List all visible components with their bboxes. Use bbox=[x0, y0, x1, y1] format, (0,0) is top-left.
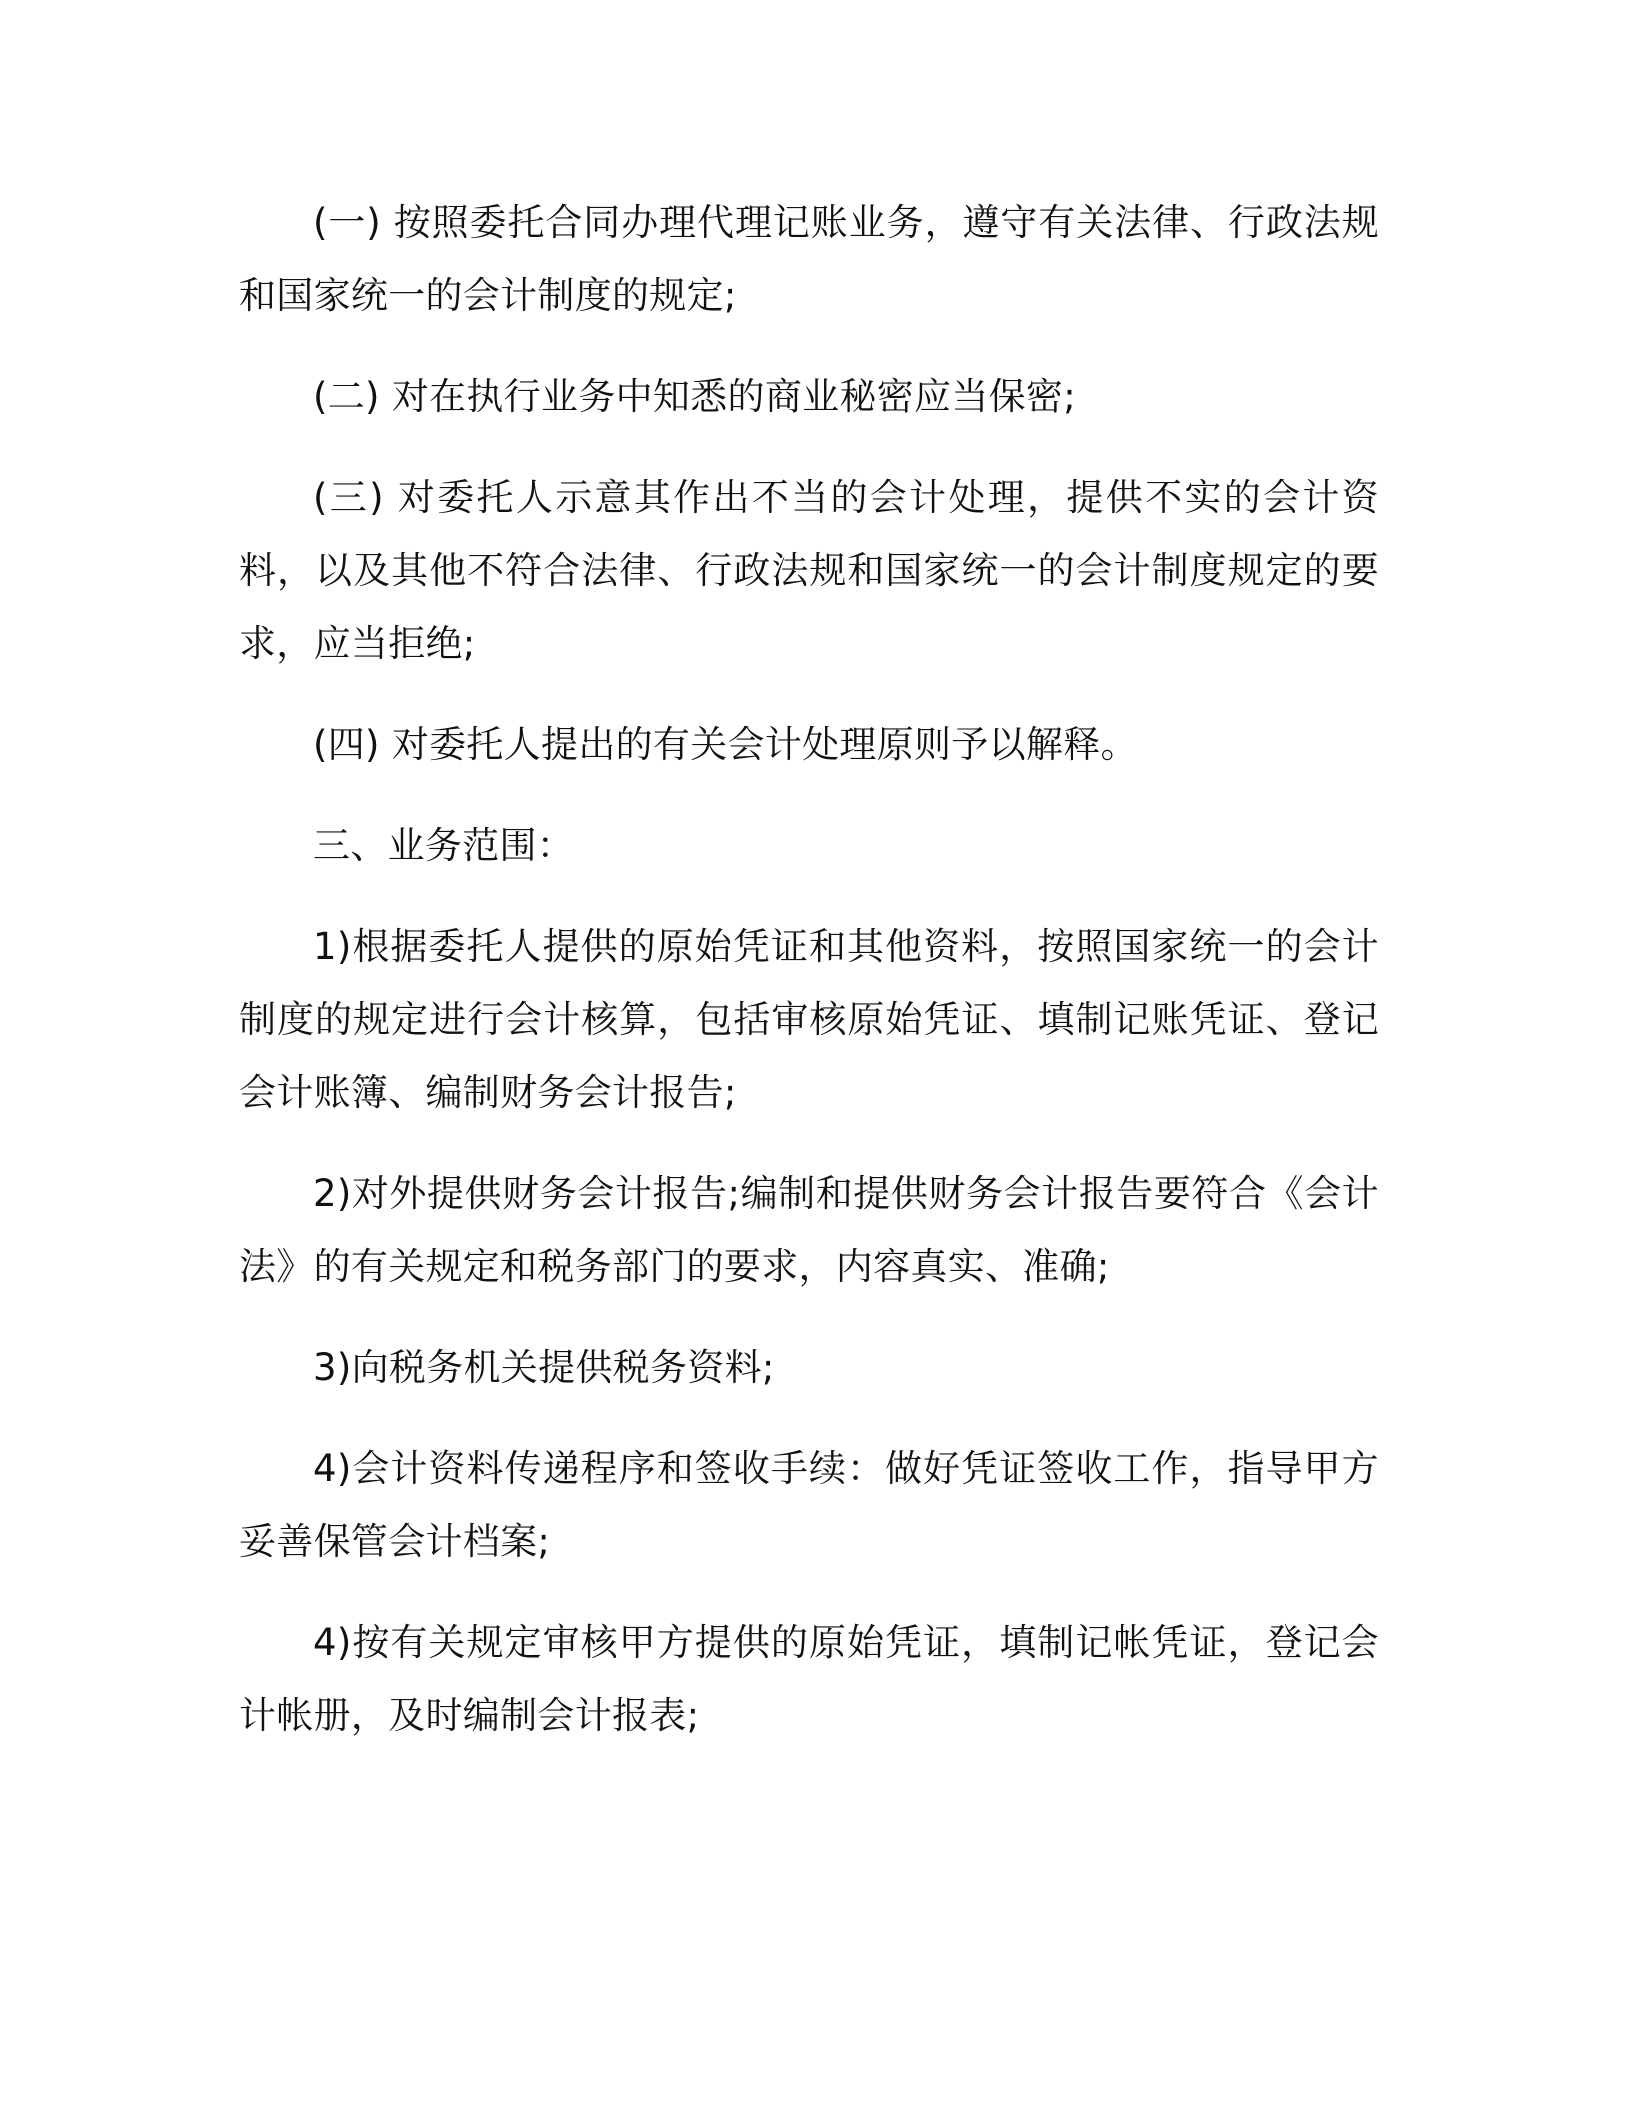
scope-item-4a-paragraph: 4)会计资料传递程序和签收手续：做好凭证签收工作，指导甲方妥善保管会计档案; bbox=[239, 1447, 1379, 1563]
document-body bbox=[239, 186, 1379, 1780]
clause-3-paragraph: (三) 对委托人示意其作出不当的会计处理，提供不实的会计资料，以及其他不符合法律、行政法规和国家统一的会计制度规定的要求，应当拒绝; bbox=[239, 476, 1379, 665]
clause-4-paragraph: (四) 对委托人提出的有关会计处理原则予以解释。 bbox=[313, 723, 1138, 766]
scope-item-4b-paragraph: 4)按有关规定审核甲方提供的原始凭证，填制记帐凭证，登记会计帐册，及时编制会计报表; bbox=[239, 1621, 1379, 1737]
clause-2-paragraph: (二) 对在执行业务中知悉的商业秘密应当保密; bbox=[313, 375, 1076, 418]
scope-item-2-paragraph: 2)对外提供财务会计报告;编制和提供财务会计报告要符合《会计法》的有关规定和税务部门的要求，内容真实、准确; bbox=[239, 1172, 1379, 1288]
section-heading-business-scope: 三、业务范围： bbox=[313, 824, 575, 867]
scope-item-3-paragraph: 3)向税务机关提供税务资料; bbox=[313, 1346, 775, 1389]
clause-1-paragraph: (一) 按照委托合同办理代理记账业务，遵守有关法律、行政法规和国家统一的会计制度的规定; bbox=[239, 201, 1379, 317]
scope-item-1-paragraph: 1)根据委托人提供的原始凭证和其他资料，按照国家统一的会计制度的规定进行会计核算，包括审核原始凭证、填制记账凭证、登记会计账簿、编制财务会计报告; bbox=[239, 925, 1379, 1114]
